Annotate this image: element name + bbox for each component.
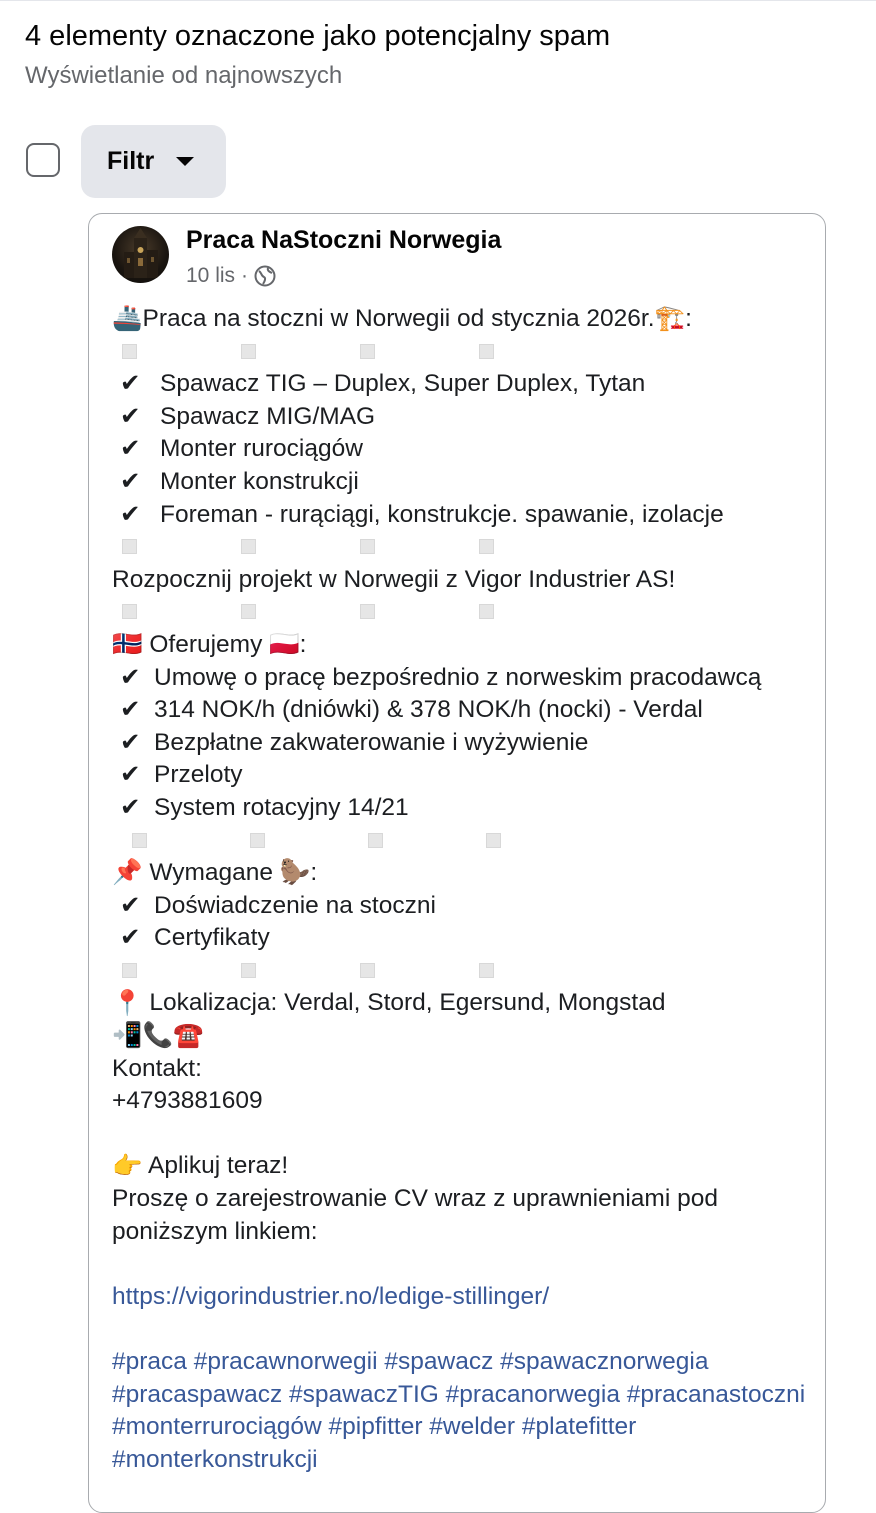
check-icon: ✔ bbox=[120, 500, 141, 528]
requirements-heading: Wymagane bbox=[149, 859, 274, 887]
missing-glyph-icon bbox=[360, 604, 375, 619]
pushpin-icon: 📌 bbox=[112, 859, 143, 887]
post-intro: Rozpocznij projekt w Norwegii z Vigor Industrier AS! bbox=[112, 565, 676, 593]
phone-icon: 📲📞☎️ bbox=[112, 1022, 204, 1050]
heading-colon: : bbox=[299, 630, 307, 658]
missing-glyph-icon bbox=[241, 963, 256, 978]
missing-glyph-icon bbox=[122, 604, 137, 619]
list-item bbox=[112, 499, 812, 532]
missing-glyph-icon bbox=[479, 604, 494, 619]
missing-glyph-icon bbox=[241, 539, 256, 554]
missing-glyph-icon bbox=[241, 344, 256, 359]
list-item bbox=[112, 727, 812, 760]
filter-label: Filtr bbox=[107, 147, 155, 175]
list-item bbox=[112, 466, 812, 499]
church-silhouette-icon bbox=[112, 226, 169, 283]
missing-glyph-icon bbox=[122, 963, 137, 978]
requirement-text: Certyfikaty bbox=[154, 924, 270, 952]
cv-instructions: Proszę o zarejestrowanie CV wraz z uprawnieniami pod poniższym linkiem: bbox=[112, 1185, 718, 1245]
post-meta bbox=[186, 261, 276, 291]
missing-glyph-icon bbox=[479, 963, 494, 978]
offer-text: Umowę o pracę bezpośrednio z norweskim pracodawcą bbox=[154, 663, 762, 691]
norway-flag-icon: 🇳🇴 bbox=[112, 631, 143, 659]
list-item bbox=[112, 694, 812, 727]
position-text: Monter konstrukcji bbox=[160, 467, 359, 495]
avatar[interactable] bbox=[112, 226, 169, 283]
ship-icon: 🚢 bbox=[112, 305, 143, 333]
apply-text: Aplikuj teraz! bbox=[147, 1152, 289, 1180]
filter-button[interactable] bbox=[81, 125, 226, 198]
missing-glyph-icon bbox=[122, 539, 137, 554]
offer-text: System rotacyjny 14/21 bbox=[154, 793, 409, 821]
location-text: Lokalizacja: Verdal, Stord, Egersund, Mongstad bbox=[149, 989, 666, 1017]
top-divider bbox=[0, 0, 876, 1]
check-icon: ✔ bbox=[120, 728, 141, 756]
page-title: 4 elementy oznaczone jako potencjalny spam bbox=[25, 20, 611, 52]
position-text: Spawacz MIG/MAG bbox=[160, 402, 376, 430]
meta-separator: · bbox=[241, 264, 249, 287]
spacer bbox=[112, 1248, 812, 1281]
phone-icons-line bbox=[112, 1020, 812, 1053]
post-author[interactable]: Praca NaStoczni Norwegia bbox=[186, 226, 502, 254]
check-icon: ✔ bbox=[120, 696, 141, 724]
placeholder-squares-row bbox=[112, 336, 812, 369]
missing-glyph-icon bbox=[360, 963, 375, 978]
missing-glyph-icon bbox=[360, 344, 375, 359]
crane-icon: 🏗️ bbox=[654, 305, 686, 333]
location-line bbox=[112, 987, 812, 1020]
placeholder-squares-row bbox=[112, 531, 812, 564]
requirement-text: Doświadczenie na stoczni bbox=[154, 891, 436, 919]
location-pin-icon: 📍 bbox=[112, 989, 143, 1017]
spacer bbox=[112, 1118, 812, 1151]
list-item bbox=[112, 368, 812, 401]
contact-label: Kontakt: bbox=[112, 1054, 202, 1082]
placeholder-squares-row bbox=[112, 955, 812, 988]
caret-down-icon bbox=[176, 157, 194, 166]
check-icon: ✔ bbox=[120, 370, 141, 398]
contact-phone: +4793881609 bbox=[112, 1087, 263, 1115]
missing-glyph-icon bbox=[122, 344, 137, 359]
offer-text: 314 NOK/h (dniówki) & 378 NOK/h (nocki) - Verdal bbox=[154, 696, 703, 724]
beaver-icon: 🦫 bbox=[279, 859, 311, 887]
post-headline-line bbox=[112, 303, 812, 336]
list-item bbox=[112, 433, 812, 466]
check-icon: ✔ bbox=[120, 761, 141, 789]
apply-line bbox=[112, 1150, 812, 1183]
poland-flag-icon: 🇵🇱 bbox=[269, 631, 300, 659]
missing-glyph-icon bbox=[360, 539, 375, 554]
check-icon: ✔ bbox=[120, 435, 141, 463]
position-text: Monter rurociągów bbox=[160, 435, 363, 463]
offer-text: Bezpłatne zakwaterowanie i wyżywienie bbox=[154, 728, 589, 756]
missing-glyph-icon bbox=[241, 604, 256, 619]
sort-label: Wyświetlanie od najnowszych bbox=[25, 62, 343, 89]
headline-colon: : bbox=[685, 305, 692, 332]
apply-link[interactable]: https://vigorindustrier.no/ledige-stillinger/ bbox=[112, 1282, 550, 1310]
requirements-heading-line bbox=[112, 857, 812, 890]
placeholder-squares-row bbox=[112, 825, 812, 858]
check-icon: ✔ bbox=[120, 467, 141, 495]
missing-glyph-icon bbox=[479, 344, 494, 359]
position-text: Spawacz TIG – Duplex, Super Duplex, Tytan bbox=[160, 370, 646, 398]
list-item bbox=[112, 759, 812, 792]
list-item bbox=[112, 662, 812, 695]
offer-text: Przeloty bbox=[154, 761, 243, 789]
missing-glyph-icon bbox=[479, 539, 494, 554]
check-icon: ✔ bbox=[120, 793, 141, 821]
list-item bbox=[112, 890, 812, 923]
missing-glyph-icon bbox=[486, 833, 501, 848]
select-all-checkbox[interactable] bbox=[26, 143, 60, 177]
heading-colon: : bbox=[310, 859, 318, 887]
check-icon: ✔ bbox=[120, 663, 141, 691]
list-item bbox=[112, 792, 812, 825]
check-icon: ✔ bbox=[120, 402, 141, 430]
post-body bbox=[112, 303, 812, 1473]
check-icon: ✔ bbox=[120, 891, 141, 919]
offer-heading: Oferujemy bbox=[149, 630, 263, 658]
pointing-hand-icon: 👉 bbox=[112, 1152, 143, 1180]
missing-glyph-icon bbox=[132, 833, 147, 848]
check-icon: ✔ bbox=[120, 924, 141, 952]
spacer bbox=[112, 1313, 812, 1346]
list-item bbox=[112, 922, 812, 955]
post-time[interactable]: 10 lis bbox=[186, 264, 236, 287]
globe-icon bbox=[254, 265, 276, 287]
post-headline: Praca na stoczni w Norwegii od stycznia 2026r. bbox=[142, 305, 655, 332]
position-text: Foreman - rurąciągi, konstrukcje. spawanie, izolacje bbox=[160, 500, 724, 528]
missing-glyph-icon bbox=[250, 833, 265, 848]
offer-heading-line bbox=[112, 629, 812, 662]
placeholder-squares-row bbox=[112, 596, 812, 629]
missing-glyph-icon bbox=[368, 833, 383, 848]
list-item bbox=[112, 401, 812, 434]
hashtags[interactable]: #praca #pracawnorwegii #spawacz #spawacznorwegia #pracaspawacz #spawaczTIG #pracanorwegia #pracanastoczni #monterrurociągów #pipfitter #welder #platefitter #monterkonstrukcji bbox=[112, 1348, 806, 1473]
